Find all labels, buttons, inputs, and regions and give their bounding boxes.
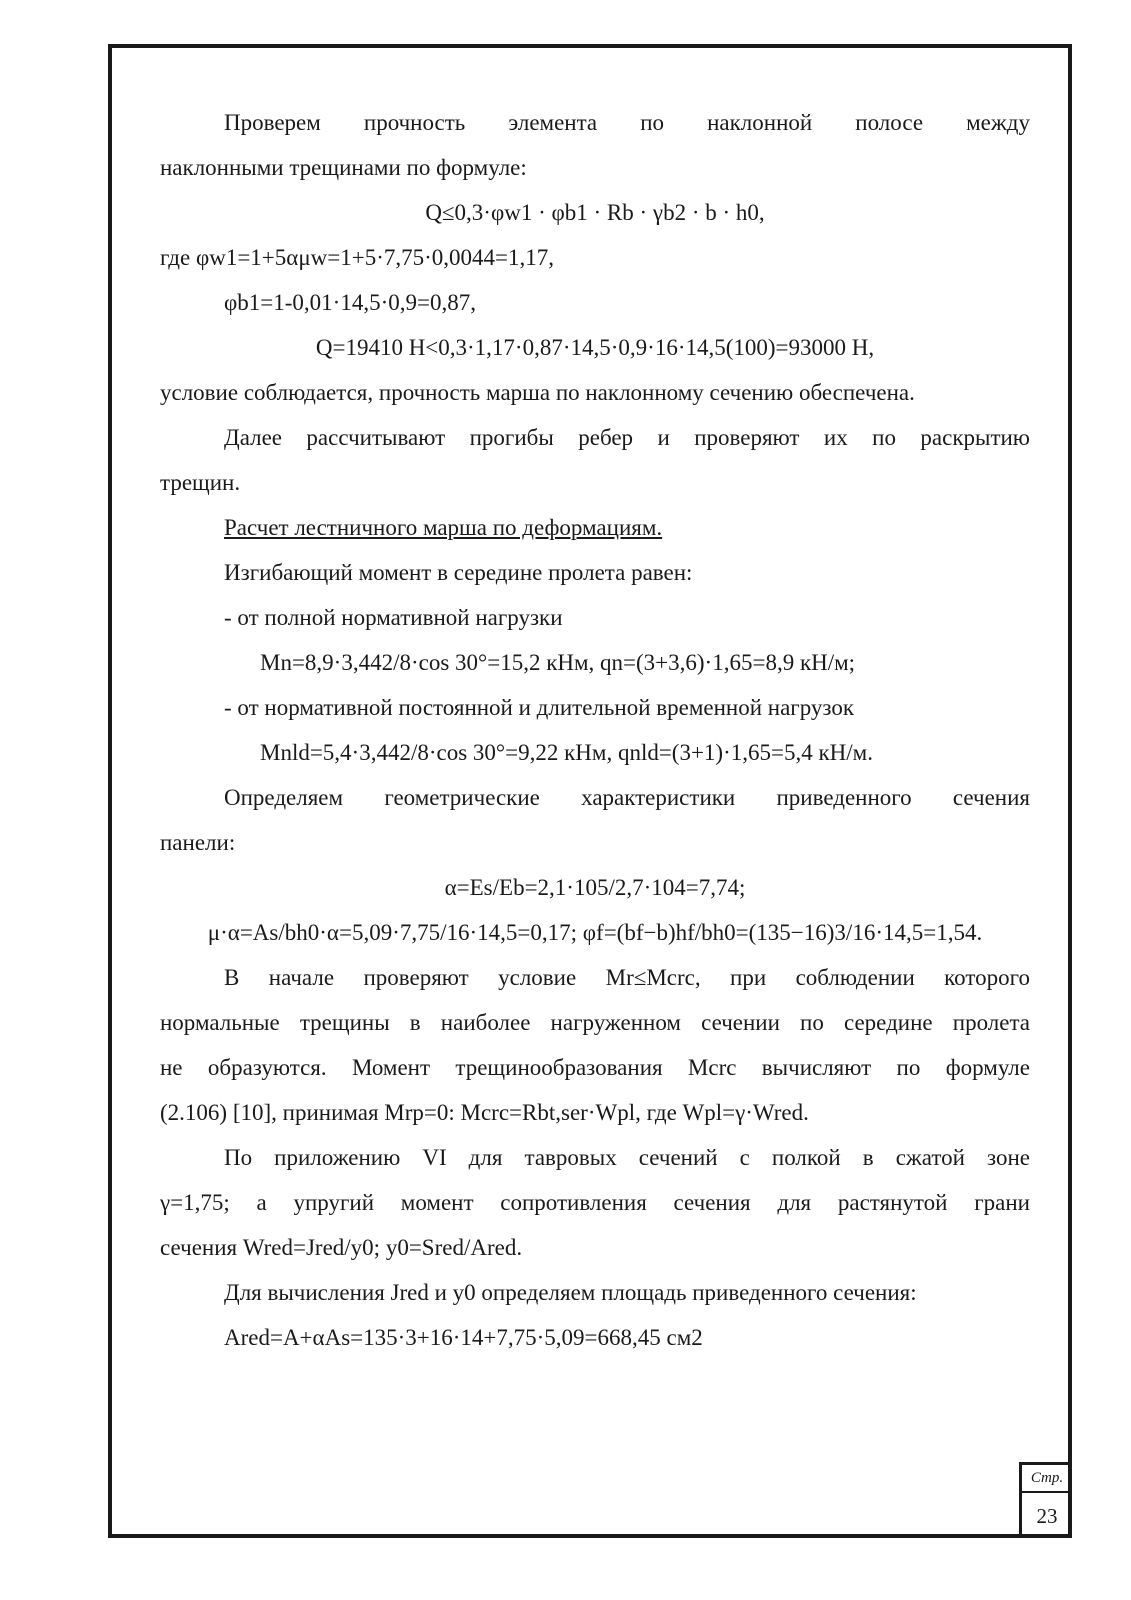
text-line: α=Es/Eb=2,1·105/2,7·104=7,74;: [444, 875, 746, 900]
text-line: Q=19410 Н<0,3·1,17·0,87·14,5·0,9·16·14,5(100)=93000 Н,: [315, 335, 875, 360]
text-line: В начале проверяют условие Mr≤Mcrc, при соблюдении которого: [224, 965, 1030, 990]
text-line: Определяем геометрические характеристики приведенного сечения: [224, 785, 1030, 810]
text-line: трещин.: [160, 470, 241, 495]
text-line: Изгибающий момент в середине пролета равен:: [224, 560, 693, 585]
text-line: φb1=1-0,01·14,5·0,9=0,87,: [224, 290, 476, 315]
text-line: Расчет лестничного марша по деформациям.: [224, 515, 663, 540]
document-body: [160, 100, 1030, 1360]
text-line: Далее рассчитывают прогибы ребер и проверяют их по раскрытию: [224, 425, 1030, 450]
page-number: 23: [1036, 1504, 1058, 1528]
text-line: - от полной нормативной нагрузки: [224, 605, 563, 630]
text-line: γ=1,75; а упругий момент сопротивления сечения для растянутой грани: [160, 1190, 1030, 1215]
text-line: Ared=A+αAs=135·3+16·14+7,75·5,09=668,45 см2: [224, 1325, 703, 1350]
text-line: наклонными трещинами по формуле:: [160, 155, 527, 180]
text-line: - от нормативной постоянной и длительной временной нагрузок: [224, 695, 855, 720]
text-line: По приложению VI для тавровых сечений с полкой в сжатой зоне: [224, 1145, 1030, 1170]
text-line: Для вычисления Jred и y0 определяем площадь приведенного сечения:: [224, 1280, 917, 1305]
text-line: (2.106) [10], принимая Mrp=0: Mcrc=Rbt,ser·Wpl, где Wpl=γ·Wred.: [160, 1100, 809, 1125]
text-line: Проверем прочность элемента по наклонной полосе между: [224, 110, 1030, 135]
text-line: панели:: [160, 830, 236, 855]
text-line: нормальные трещины в наиболее нагруженном сечении по середине пролета: [160, 1010, 1030, 1035]
text-line: Mn=8,9·3,442/8·cos 30°=15,2 кНм, qn=(3+3,6)·1,65=8,9 кН/м;: [260, 650, 856, 675]
text-line: условие соблюдается, прочность марша по наклонному сечению обеспечена.: [160, 380, 915, 405]
text-line: Mnld=5,4·3,442/8·cos 30°=9,22 кНм, qnld=(3+1)·1,65=5,4 кН/м.: [260, 740, 873, 765]
text-line: где φw1=1+5αμw=1+5·7,75·0,0044=1,17,: [160, 245, 554, 270]
text-line: μ·α=As/bh0·α=5,09·7,75/16·14,5=0,17; φf=(bf−b)hf/bh0=(135−16)3/16·14,5=1,54.: [207, 920, 983, 945]
text-line: не образуются. Момент трещинообразования Mcrc вычисляют по формуле: [160, 1055, 1030, 1080]
page-stamp: [1019, 1462, 1072, 1538]
text-line: сечения Wred=Jred/y0; y0=Sred/Ared.: [160, 1235, 523, 1260]
page-stamp-label: Стр.: [1022, 1465, 1072, 1493]
text-line: Q≤0,3·φw1 · φb1 · Rb · γb2 · b · h0,: [425, 200, 765, 225]
